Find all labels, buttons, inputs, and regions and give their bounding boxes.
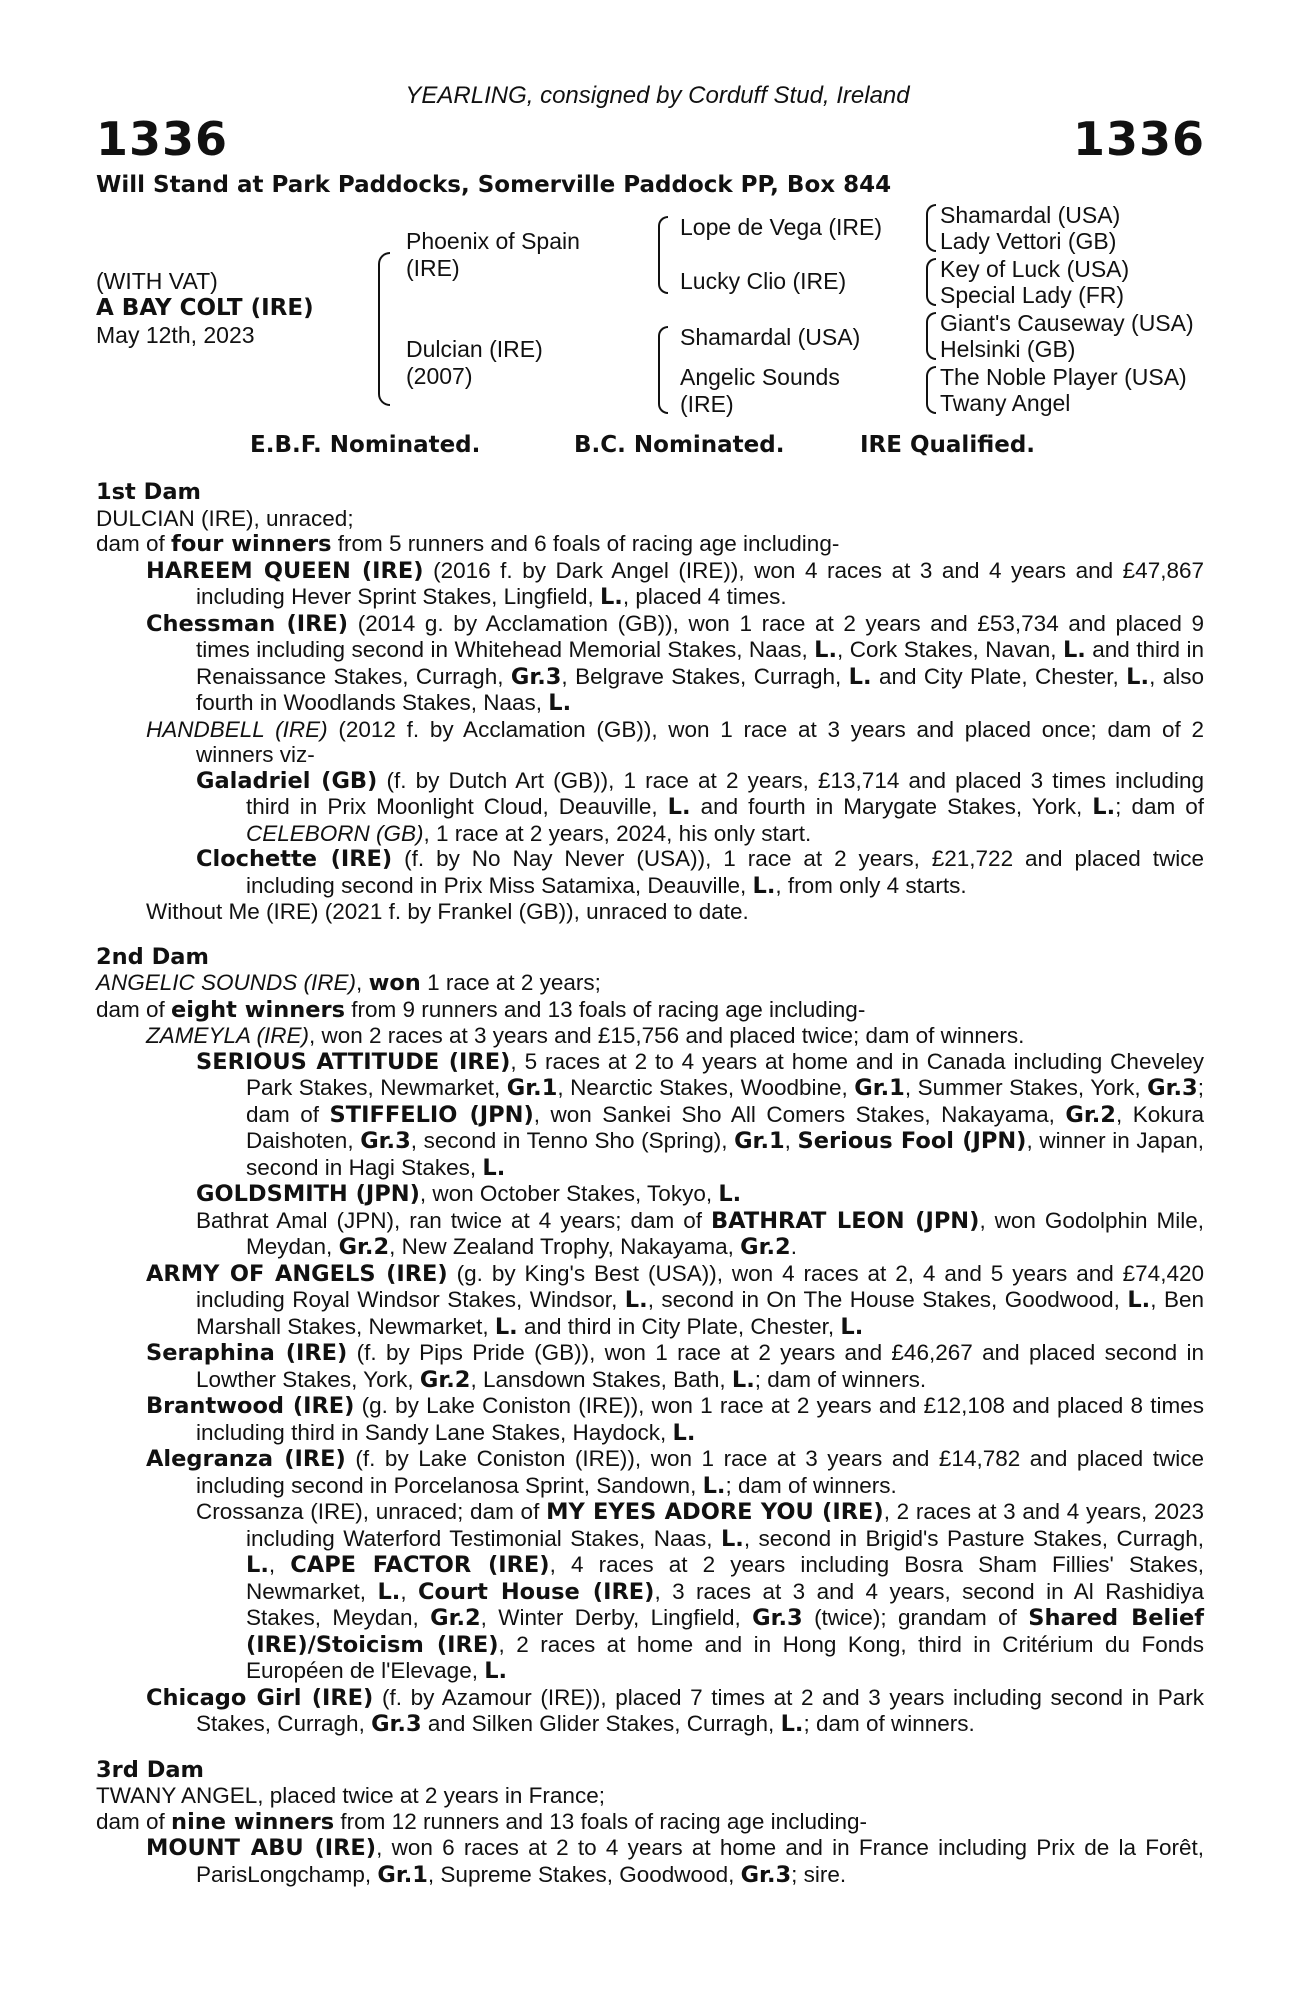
entry-text: Crossanza (IRE), unraced; dam of [196,1499,547,1524]
entry-text: , New Zealand Trophy, Nakayama, [389,1234,741,1259]
family-entry [96,997,1204,1024]
family-entry [96,611,1204,717]
bold-text: L. [624,1287,648,1313]
family-entry [96,1446,1204,1499]
bold-text: L. [780,1711,804,1737]
entry-text: , winner in Japan, second in Hagi Stakes, [246,1128,1204,1180]
bold-text: L. [599,584,623,610]
bold-text: Gr.3 [752,1605,803,1631]
family-entry [96,1261,1204,1341]
bold-text: L. [720,1525,744,1552]
entry-text: , placed 4 times. [622,584,787,609]
bold-text: Alegranza (IRE) [146,1446,346,1472]
section-heading: 3rd Dam [96,1756,204,1783]
entry-text: ; dam of winners. [803,1711,975,1736]
entry-text: (twice); grandam of [802,1605,1029,1630]
bold-text: L. [377,1578,401,1605]
bold-text: four winners [171,531,332,557]
pedigree-ds-dam: Helsinki (GB) [940,336,1076,362]
entry-text: , Cork Stakes, Navan, [837,637,1063,662]
entry-text: (f. by Lake Coniston (IRE)), won 1 race at 3 years and £14,782 and placed twice including second in Porcelanosa Sprint, Sandown, [196,1446,1204,1498]
entry-text: , 4 races at 2 years including Bosra Sham Fillies' Stakes, Newmarket, [246,1552,1204,1604]
pedigree-ds-sire: Giant's Causeway (USA) [940,310,1194,336]
bold-text: L. [840,1313,864,1340]
vat-note: (WITH VAT) [96,268,218,294]
bold-text: Gr.1 [377,1861,428,1888]
family-entry [96,531,1204,558]
family-details [96,480,1204,1888]
entry-text: , 2 races at home and in Hong Kong, third in Critérium du Fonds Européen de l'Elevage, [246,1631,1204,1683]
lot-number-right: 1336 [1072,112,1205,166]
entry-text: Without Me (IRE) (2021 f. by Frankel (GB)), unraced to date. [146,899,749,924]
lot-horse-name: A BAY COLT (IRE) [96,295,314,321]
entry-text: ; sire. [791,1861,847,1887]
family-entry [96,1809,1204,1836]
bold-text: L. [482,1154,506,1181]
pedigree-brace [926,312,936,360]
bold-text: eight winners [171,996,346,1023]
bold-text: L. [246,1552,269,1578]
bold-text: Chessman (IRE) [146,610,349,637]
entry-text: , won October Stakes, Tokyo, [419,1181,719,1206]
pedigree-ss-sire: Shamardal (USA) [940,202,1121,228]
entry-text: , 1 race at 2 years, 2024, his only start. [423,820,812,846]
bold-text: Chicago Girl (IRE) [146,1684,374,1711]
bold-text: BATHRAT LEON (JPN) [711,1207,980,1234]
entry-text: (f. by Dutch Art (GB)), 1 race at 2 years, £13,714 and placed 3 times including third in Prix Moonlight Cloud, Deauville, [246,767,1204,819]
bold-text: Gr.3 [360,1128,411,1154]
bold-text: Serious Fool (JPN) [797,1128,1027,1154]
family-entry [96,899,1204,925]
family-entry [96,1181,1204,1208]
entry-text: , won 6 races at 2 to 4 years at home and in France including Prix de la Forêt, ParisLongchamp, [196,1835,1204,1887]
family-entry [96,970,1204,997]
bold-text: GOLDSMITH (JPN) [196,1181,420,1207]
bold-text: L. [752,872,776,899]
entry-text: (2012 f. by Acclamation (GB)), won 1 race at 3 years and placed once; dam of 2 winners viz- [196,716,1204,767]
family-entry [96,1685,1204,1738]
bold-text: SERIOUS ATTITUDE (IRE) [196,1048,511,1075]
family-entry [96,768,1204,847]
bold-text: L. [1127,1287,1151,1313]
bold-text: Clochette (IRE) [196,846,393,872]
bold-text: Gr.2 [338,1234,390,1260]
bold-text: won [368,970,421,996]
entry-text: , Belgrave Stakes, Curragh, [561,663,849,689]
entry-text: ; dam of winners. [754,1366,927,1392]
foaling-date: May 12th, 2023 [96,322,255,348]
family-entry [96,1835,1204,1888]
bold-text: L. [672,1419,696,1446]
entry-text: ; dam of [246,1075,1204,1127]
entry-text: , also fourth in Woodlands Stakes, Naas, [196,663,1204,715]
family-entry [96,846,1204,899]
entry-text: (g. by King's Best (USA)), won 4 races at 2, 4 and 5 years and £74,420 including Royal Windsor Stakes, Windsor, [196,1260,1204,1312]
entry-text: , Supreme Stakes, Goodwood, [427,1861,741,1887]
entry-text: , [268,1552,291,1577]
entry-text: , second in Tenno Sho (Spring), [410,1128,735,1153]
pedigree-sire-dam: Lucky Clio (IRE) [680,268,847,294]
bold-text: Brantwood (IRE) [146,1393,355,1419]
entry-text: , second in Brigid's Pasture Stakes, Curragh, [743,1525,1204,1551]
family-entry [96,717,1204,768]
nomination-bc: B.C. Nominated. [574,432,785,458]
bold-text: L. [731,1366,755,1393]
pedigree-brace [926,366,936,414]
pedigree-ss-dam: Lady Vettori (GB) [940,228,1117,254]
section-heading: 1st Dam [96,479,201,505]
bold-text: Court House (IRE) [418,1578,655,1605]
entry-text: , from only 4 starts. [775,872,967,898]
family-entry [96,1499,1204,1685]
entry-text: (f. by No Nay Never (USA)), 1 race at 2 years, £21,722 and placed twice including second in Prix Miss Satamixa, Deauville, [246,846,1204,898]
pedigree-dd-dam: Twany Angel [940,390,1071,416]
bold-text: Gr.3 [510,663,562,690]
italic-text: ANGELIC SOUNDS (IRE) [96,970,357,995]
entry-text: , Nearctic Stakes, Woodbine, [557,1075,855,1100]
entry-text: (2016 f. by Dark Angel (IRE)), won 4 races at 3 and 4 years and £47,867 including Hever Sprint Stakes, Lingfield, [196,557,1204,609]
family-entry [96,1049,1204,1182]
catalogue-subtitle: YEARLING, consigned by Corduff Stud, Ireland [405,82,910,109]
pedigree-brace [926,258,936,306]
entry-text: from 9 runners and 13 foals of racing age including- [345,996,866,1022]
entry-text: and Silken Glider Stakes, Curragh, [421,1711,781,1736]
bold-text: L. [1062,637,1086,663]
entry-text: and third in Renaissance Stakes, Curragh, [196,637,1205,689]
entry-text: , [784,1128,798,1153]
entry-text: ; dam of winners. [725,1472,897,1498]
family-entry [96,1023,1204,1049]
bold-text: Gr.2 [1065,1101,1116,1128]
entry-text: and fourth in Marygate Stakes, York, [690,794,1093,819]
bold-text: STIFFELIO (JPN) [329,1101,534,1128]
bold-text: MY EYES ADORE YOU (IRE) [546,1499,884,1525]
bold-text: L. [718,1181,742,1207]
bold-text: Galadriel (GB) [196,767,378,794]
family-entry [96,1340,1204,1393]
bold-text: Gr.2 [419,1366,471,1393]
bold-text: HAREEM QUEEN (IRE) [146,557,424,584]
bold-text: Gr.1 [854,1075,905,1101]
entry-text: from 5 runners and 6 foals of racing age including- [331,531,840,556]
entry-text: TWANY ANGEL, placed twice at 2 years in France; [96,1783,605,1808]
bold-text: ARMY OF ANGELS (IRE) [146,1260,448,1287]
entry-text: and City Plate, Chester, [871,663,1127,689]
entry-text: , second in On The House Stakes, Goodwood, [647,1287,1128,1312]
entry-text: , won Godolphin Mile, Meydan, [246,1207,1205,1259]
entry-text: , 5 races at 2 to 4 years at home and in Canada including Cheveley Park Stakes, Newmarket, [246,1048,1204,1100]
bold-text: Seraphina (IRE) [146,1340,348,1366]
entry-text: (f. by Azamour (IRE)), placed 7 times at 2 and 3 years including second in Park Stakes, Curragh, [196,1684,1204,1736]
entry-text: , 2 races at 3 and 4 years, 2023 including Waterford Testimonial Stakes, Naas, [246,1499,1205,1551]
italic-text: ZAMEYLA (IRE) [146,1023,309,1048]
entry-text: (2014 g. by Acclamation (GB)), won 1 race at 2 years and £53,734 and placed 9 times including second in Whitehead Memorial Stakes, Naas, [196,610,1204,662]
bold-text: MOUNT ABU (IRE) [146,1835,377,1861]
bold-text: L. [1126,663,1150,690]
bold-text: CAPE FACTOR (IRE) [290,1552,550,1578]
pedigree-sd-sire: Key of Luck (USA) [940,256,1130,282]
bold-text: Gr.2 [430,1605,481,1631]
bold-text: L. [494,1313,518,1340]
pedigree-sire: Phoenix of Spain (IRE) [406,228,580,281]
pedigree-dd-sire: The Noble Player (USA) [940,364,1187,390]
family-entry [96,558,1204,611]
pedigree-dam-sire: Shamardal (USA) [680,324,861,350]
bold-text: Gr.3 [740,1861,792,1888]
entry-text: , Kokura Daishoten, [246,1101,1204,1153]
entry-text: ; dam of [1115,794,1205,819]
entry-text: , [356,970,369,995]
bold-text: Gr.2 [740,1234,791,1260]
entry-text: 1 race at 2 years; [420,970,601,995]
entry-text: . [790,1234,797,1259]
entry-text: (f. by Pips Pride (GB)), won 1 race at 2 years and £46,267 and placed second in Lowther Stakes, York, [196,1340,1205,1392]
pedigree-dam: Dulcian (IRE) (2007) [406,336,543,389]
entry-text: (g. by Lake Coniston (IRE)), won 1 race at 2 years and £12,108 and placed 8 times including third in Sandy Lane Stakes, Haydock, [196,1393,1204,1445]
italic-text: CELEBORN (GB) [246,820,424,846]
lot-number-left: 1336 [96,112,229,166]
family-entry [96,1393,1204,1446]
stand-location: Will Stand at Park Paddocks, Somerville Paddock PP, Box 844 [96,172,892,198]
bold-text: Gr.1 [506,1075,558,1101]
bold-text: L. [667,794,691,820]
italic-text: HANDBELL (IRE) [146,716,328,742]
section-heading: 2nd Dam [96,943,209,970]
entry-text: , won 2 races at 3 years and £15,756 and placed twice; dam of winners. [308,1023,1025,1048]
nomination-ire: IRE Qualified. [860,432,1036,458]
entry-text: from 12 runners and 13 foals of racing age including- [334,1808,867,1834]
bold-text: nine winners [171,1808,335,1835]
pedigree-sd-dam: Special Lady (FR) [940,282,1125,308]
family-entry [96,1783,1204,1809]
bold-text: Gr.1 [734,1128,785,1154]
bold-text: Gr.3 [371,1711,422,1737]
entry-text: dam of [96,531,172,556]
entry-text: , Summer Stakes, York, [904,1075,1148,1100]
entry-text: and third in City Plate, Chester, [517,1313,841,1339]
entry-text: dam of [96,1808,172,1834]
bold-text: L. [1092,794,1116,820]
entry-text: Bathrat Amal (JPN), ran twice at 4 years; dam of [196,1207,712,1233]
pedigree-brace [658,326,668,414]
pedigree-dam-dam: Angelic Sounds (IRE) [680,364,840,417]
nomination-ebf: E.B.F. Nominated. [250,432,481,458]
entry-text: , won Sankei Sho All Comers Stakes, Nakayama, [533,1101,1066,1127]
entry-text: , Ben Marshall Stakes, Newmarket, [196,1287,1204,1339]
family-entry [96,1208,1204,1261]
entry-text: DULCIAN (IRE), unraced; [96,505,354,531]
entry-text: dam of [96,996,172,1022]
pedigree-brace [378,252,390,406]
pedigree-brace [658,216,668,294]
family-entry [96,506,1204,532]
bold-text: Gr.3 [1147,1075,1198,1101]
entry-text: , [400,1578,419,1604]
bold-text: L. [814,637,838,663]
entry-text: , Winter Derby, Lingfield, [480,1605,753,1630]
bold-text: L. [702,1472,726,1499]
entry-text: , Lansdown Stakes, Bath, [470,1366,732,1392]
bold-text: L. [548,690,572,716]
bold-text: L. [484,1658,508,1684]
pedigree-brace [926,204,936,252]
bold-text: Shared Belief (IRE)/Stoicism (IRE) [246,1605,1204,1658]
bold-text: L. [848,663,872,690]
entry-text: , 3 races at 3 and 4 years, second in Al Rashidiya Stakes, Meydan, [246,1578,1204,1630]
pedigree-sire-sire: Lope de Vega (IRE) [680,214,883,240]
